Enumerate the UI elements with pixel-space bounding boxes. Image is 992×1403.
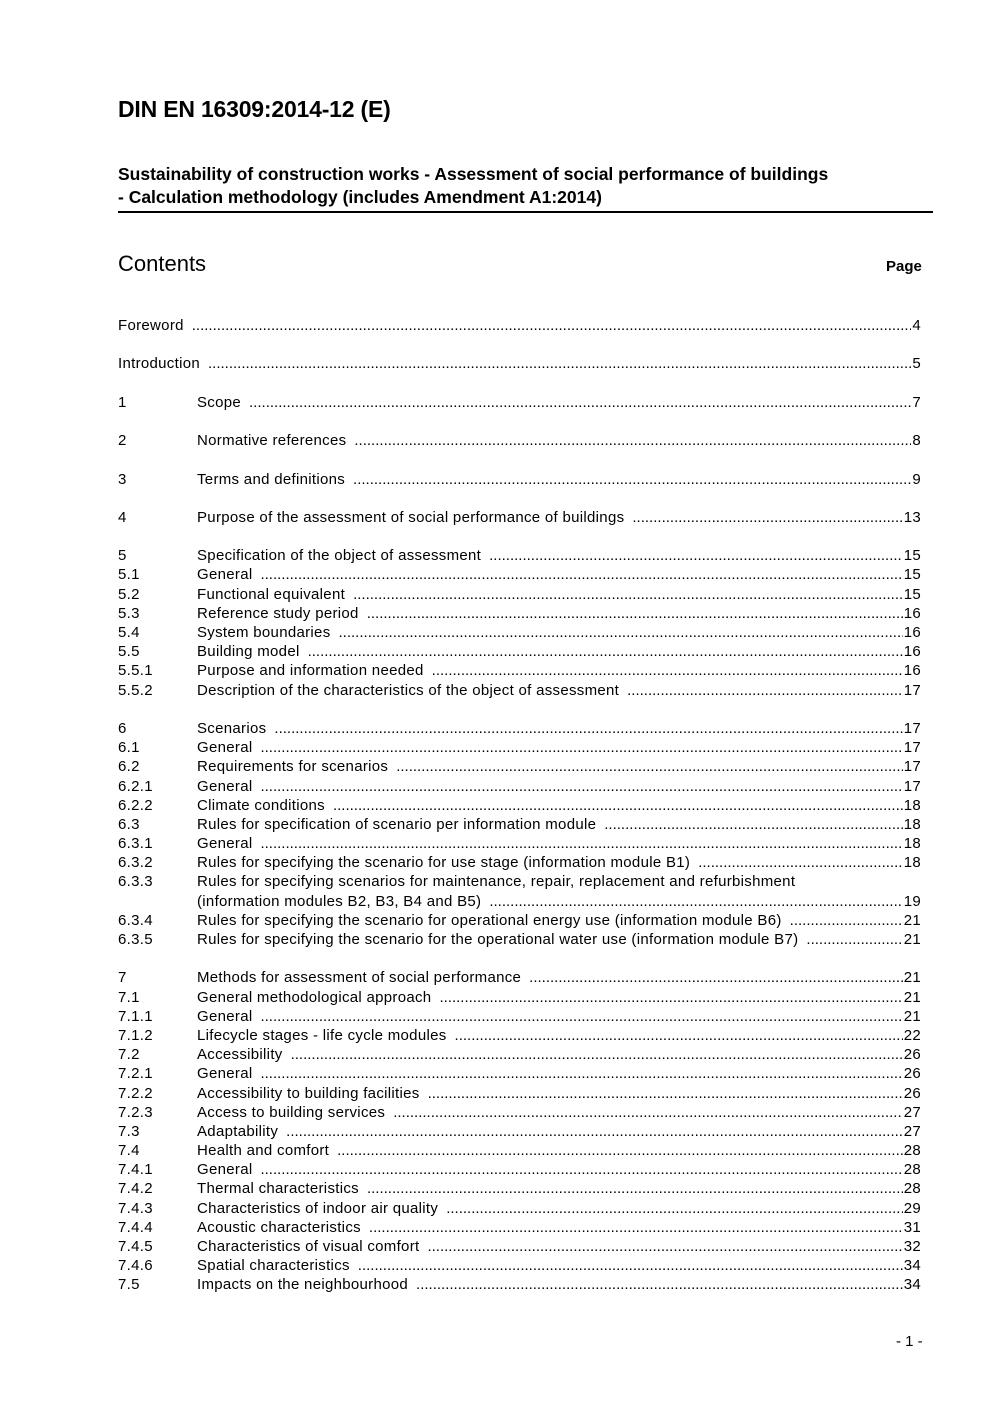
toc-entry-number: 2 [118,432,127,450]
toc-entry-title: Acoustic characteristics [197,1218,361,1236]
toc-entry-title: Building model [197,643,300,661]
toc-entry-title: Terms and definitions [197,470,346,488]
toc-entry-number: 6.3 [118,815,140,833]
toc-entry-page: 17 [903,739,921,757]
toc-entry[interactable] [118,354,921,373]
contents-heading: Contents [118,251,207,276]
toc-entry-number: 6.3.1 [118,835,153,853]
toc-entry-page: 17 [903,758,921,776]
toc-entry-page: 34 [903,1276,921,1294]
toc-entry-page: 29 [903,1199,921,1217]
subtitle-line-1: Sustainability of construction works - Assessment of social performance of buildings [118,164,829,184]
toc-entry-title: General [197,1007,253,1025]
toc-entry-page: 4 [912,317,921,334]
toc-dot-leader [260,738,902,757]
toc-entry-page: 28 [903,1180,921,1198]
toc-entry[interactable] [118,470,921,489]
toc-dot-leader [353,585,903,604]
toc-entry[interactable] [118,661,921,680]
toc-entry-title: Foreword [118,317,184,334]
toc-entry-title: Description of the characteristics of the object of assessment [197,681,620,699]
toc-entry[interactable] [118,1026,921,1045]
toc-entry-number: 6.1 [118,739,140,757]
toc-entry-number: 7.4 [118,1142,140,1160]
toc-entry[interactable] [118,1237,921,1256]
toc-dot-leader [260,565,902,584]
toc-entry-page: 8 [912,432,921,450]
toc-dot-leader [446,1199,903,1218]
toc-entry-title: Methods for assessment of social performance [197,969,522,987]
toc-dot-leader [632,508,902,527]
toc-entry-title: Specification of the object of assessment [197,547,482,565]
toc-dot-leader [337,1141,903,1160]
toc-entry-title: Rules for specifying scenarios for maintenance, repair, replacement and refurbishment [197,873,796,891]
toc-entry-number: 7.2.2 [118,1084,153,1102]
toc-entry[interactable] [118,585,921,604]
toc-dot-leader [260,777,902,796]
toc-entry-number: 5.3 [118,604,140,622]
toc-entry-number: 6.3.3 [118,873,153,891]
toc-entry[interactable] [118,1275,921,1294]
toc-entry-number: 4 [118,508,127,526]
toc-dot-leader [291,1045,903,1064]
toc-entry-number: 7.1.1 [118,1007,153,1025]
toc-dot-leader [604,815,902,834]
toc-entry-page: 13 [903,508,921,526]
toc-entry-title: Characteristics of visual comfort [197,1238,420,1255]
toc-entry[interactable] [118,316,921,335]
toc-dot-leader [439,988,902,1007]
toc-entry-page: 16 [903,662,921,680]
toc-entry-number: 1 [118,393,127,411]
toc-dot-leader [489,546,903,565]
toc-dot-leader [627,681,903,700]
toc-dot-leader [529,968,903,987]
toc-entry-number: 5.5.2 [118,681,153,699]
toc-entry-title: Accessibility to building facilities [197,1084,420,1102]
toc-entry[interactable] [118,604,921,623]
toc-entry-page: 21 [903,1007,921,1025]
toc-entry-title: Functional equivalent [197,585,346,603]
toc-entry[interactable] [118,393,921,412]
toc-entry-title: Rules for specifying the scenario for use stage (information module B1) [197,854,691,872]
toc-entry-number: 6 [118,719,127,737]
toc-entry-page: 22 [903,1026,921,1044]
toc-entry-number: 6.2.1 [118,777,153,795]
toc-entry-page: 26 [903,1084,921,1102]
toc-entry-number: 5.5.1 [118,662,153,680]
toc-entry[interactable] [118,968,921,987]
toc-entry-number: 7.5 [118,1276,140,1294]
toc-entry-number: 6.3.5 [118,931,153,948]
toc-entry-number: 3 [118,470,127,488]
toc-entry-page: 18 [903,796,921,814]
toc-dot-leader [353,470,911,489]
toc-dot-leader [358,1256,903,1275]
toc-entry-number: 7.2.3 [118,1103,153,1121]
toc-entry-number: 7.2 [118,1046,140,1064]
toc-entry-number: 5.2 [118,585,140,603]
subtitle-line-2: - Calculation methodology (includes Amendment A1:2014) [118,187,602,207]
toc-entry-number: 5.4 [118,624,140,641]
toc-entry-number: 5.5 [118,643,140,661]
toc-dot-leader [192,316,912,335]
toc-entry-page: 27 [903,1122,921,1140]
toc-entry-number: 7 [118,969,127,987]
toc-entry[interactable] [118,853,921,872]
toc-entry[interactable] [118,681,921,700]
toc-entry-title: Characteristics of indoor air quality [197,1199,439,1217]
toc-entry-page: 34 [903,1257,921,1275]
toc-entry-title: Lifecycle stages - life cycle modules [197,1026,447,1044]
toc-dot-leader [369,1218,903,1237]
toc-entry-page: 7 [912,393,921,411]
toc-entry[interactable] [118,431,921,450]
toc-dot-leader [396,757,902,776]
toc-entry-title: General [197,1161,253,1179]
toc-dot-leader [260,1160,902,1179]
toc-entry-number: 6.2 [118,758,140,776]
toc-entry-page: 16 [903,624,921,641]
toc-entry-page: 9 [912,470,921,488]
toc-entry-title: Purpose and information needed [197,662,424,680]
toc-entry-page: 19 [903,892,921,910]
toc-entry-page: 15 [903,547,921,565]
toc-entry[interactable] [118,1103,921,1122]
toc-dot-leader [286,1122,903,1141]
toc-entry-number: 6.2.2 [118,796,153,814]
toc-entry-title: Requirements for scenarios [197,758,389,776]
toc-dot-leader [367,604,903,623]
page-number: - 1 - [896,1333,923,1350]
toc-entry[interactable] [118,834,921,853]
toc-entry-number: 5 [118,547,127,565]
toc-entry-page: 21 [903,988,921,1006]
toc-entry-number: 7.4.2 [118,1180,153,1198]
toc-entry[interactable] [118,777,921,796]
toc-entry-page: 32 [903,1238,921,1255]
toc-entry-title: Rules for specifying the scenario for the operational water use (information module B7) [197,931,799,948]
toc-entry-number: 7.4.4 [118,1218,153,1236]
toc-entry-number: 7.3 [118,1122,140,1140]
toc-entry[interactable] [118,623,921,642]
toc-entry-title: Impacts on the neighbourhood [197,1276,409,1294]
toc-entry-page: 17 [903,777,921,795]
toc-entry-title: General [197,777,253,795]
toc-dot-leader [393,1103,903,1122]
toc-dot-leader [249,393,911,412]
toc-entry-title: Scenarios [197,719,267,737]
toc-dot-leader [427,1237,902,1256]
toc-entry[interactable] [118,1084,921,1103]
toc-dot-leader [698,853,903,872]
toc-entry[interactable] [118,546,921,565]
toc-entry-title: Access to building services [197,1103,386,1121]
toc-entry-page: 18 [903,815,921,833]
toc-entry-page: 21 [903,911,921,929]
toc-entry[interactable] [118,1256,921,1275]
toc-entry-title: Climate conditions [197,796,325,814]
document-title: DIN EN 16309:2014-12 (E) [118,96,391,122]
toc-dot-leader [333,796,903,815]
toc-dot-leader [428,1084,903,1103]
toc-entry-page: 21 [903,969,921,987]
toc-entry[interactable] [118,719,921,738]
toc-entry[interactable] [118,1179,921,1198]
toc-entry-page: 5 [912,355,921,373]
toc-entry-title: Reference study period [197,604,359,622]
toc-entry-number: 5.1 [118,566,140,584]
toc-entry-page: 16 [903,604,921,622]
toc-entry-title: General [197,1065,253,1083]
toc-entry-number: 7.4.1 [118,1161,153,1179]
toc-entry-page: 17 [903,681,921,699]
toc-dot-leader [367,1179,903,1198]
toc-entry[interactable] [118,642,921,661]
toc-entry-number: 7.2.1 [118,1065,153,1083]
toc-entry[interactable] [118,988,921,1007]
toc-entry-number: 7.4.5 [118,1238,153,1255]
toc-entry-page: 26 [903,1046,921,1064]
document-subtitle [118,163,933,213]
toc-entry[interactable] [118,565,921,584]
toc-entry[interactable] [118,892,921,911]
toc-entry-page: 26 [903,1065,921,1083]
toc-entry-page: 16 [903,643,921,661]
toc-dot-leader [455,1026,903,1045]
toc-dot-leader [308,642,903,661]
toc-dot-leader [260,834,902,853]
toc-entry-title: Accessibility [197,1046,283,1064]
toc-dot-leader [790,911,903,930]
toc-entry-title: Adaptability [197,1122,279,1140]
toc-entry[interactable] [118,738,921,757]
page-column-heading: Page [886,258,922,275]
toc-entry-page: 28 [903,1142,921,1160]
toc-entry-number: 7.4.3 [118,1199,153,1217]
table-of-contents [118,316,921,1295]
toc-dot-leader [416,1275,903,1294]
toc-entry-number: 6.3.4 [118,911,153,929]
toc-dot-leader [432,661,903,680]
toc-entry-number: 6.3.2 [118,854,153,872]
toc-entry[interactable] [118,1122,921,1141]
toc-entry-title: General [197,566,253,584]
toc-entry[interactable] [118,1045,921,1064]
toc-entry-title: Introduction [118,355,200,373]
toc-entry[interactable] [118,1218,921,1237]
toc-entry[interactable] [118,815,921,834]
toc-entry-page: 17 [903,719,921,737]
toc-entry-page: 28 [903,1161,921,1179]
toc-entry[interactable] [118,1007,921,1026]
toc-entry-title: Purpose of the assessment of social performance of buildings [197,508,625,526]
toc-entry-page: 15 [903,585,921,603]
toc-entry[interactable] [118,757,921,776]
toc-entry-title: Normative references [197,432,347,450]
toc-entry-title: Scope [197,393,242,411]
toc-entry-title: General methodological approach [197,988,432,1006]
toc-entry[interactable] [118,911,921,930]
toc-entry[interactable] [118,930,921,949]
toc-entry-title: General [197,835,253,853]
toc-entry-title: General [197,739,253,757]
toc-entry[interactable] [118,872,921,891]
toc-entry-title: Spatial characteristics [197,1257,350,1275]
toc-dot-leader [274,719,902,738]
toc-entry-page: 18 [903,835,921,853]
toc-entry-number [118,892,197,911]
toc-dot-leader [489,892,902,911]
toc-entry-page: 27 [903,1103,921,1121]
toc-dot-leader [354,431,911,450]
toc-entry[interactable] [118,508,921,527]
toc-entry[interactable] [118,796,921,815]
toc-dot-leader [208,354,911,373]
toc-entry[interactable] [118,1199,921,1218]
toc-entry-title: Health and comfort [197,1142,330,1160]
toc-entry-title: Rules for specification of scenario per information module [197,815,597,833]
toc-entry-page: 15 [903,566,921,584]
toc-entry-number: 7.4.6 [118,1257,153,1275]
toc-dot-leader [260,1007,902,1026]
toc-entry-title: (information modules B2, B3, B4 and B5) [197,892,482,910]
toc-dot-leader [806,930,902,949]
toc-entry-number: 7.1 [118,988,140,1006]
toc-entry[interactable] [118,1064,921,1083]
toc-dot-leader [339,623,903,642]
toc-entry[interactable] [118,1141,921,1160]
toc-entry-number: 7.1.2 [118,1026,153,1044]
toc-entry-title: Rules for specifying the scenario for operational energy use (information module B6) [197,911,782,929]
toc-dot-leader [260,1064,902,1083]
toc-entry-title: Thermal characteristics [197,1180,359,1198]
toc-entry[interactable] [118,1160,921,1179]
toc-entry-title: System boundaries [197,624,331,641]
toc-entry-page: 31 [903,1218,921,1236]
toc-entry-page: 18 [903,854,921,872]
toc-entry-page: 21 [903,931,921,948]
